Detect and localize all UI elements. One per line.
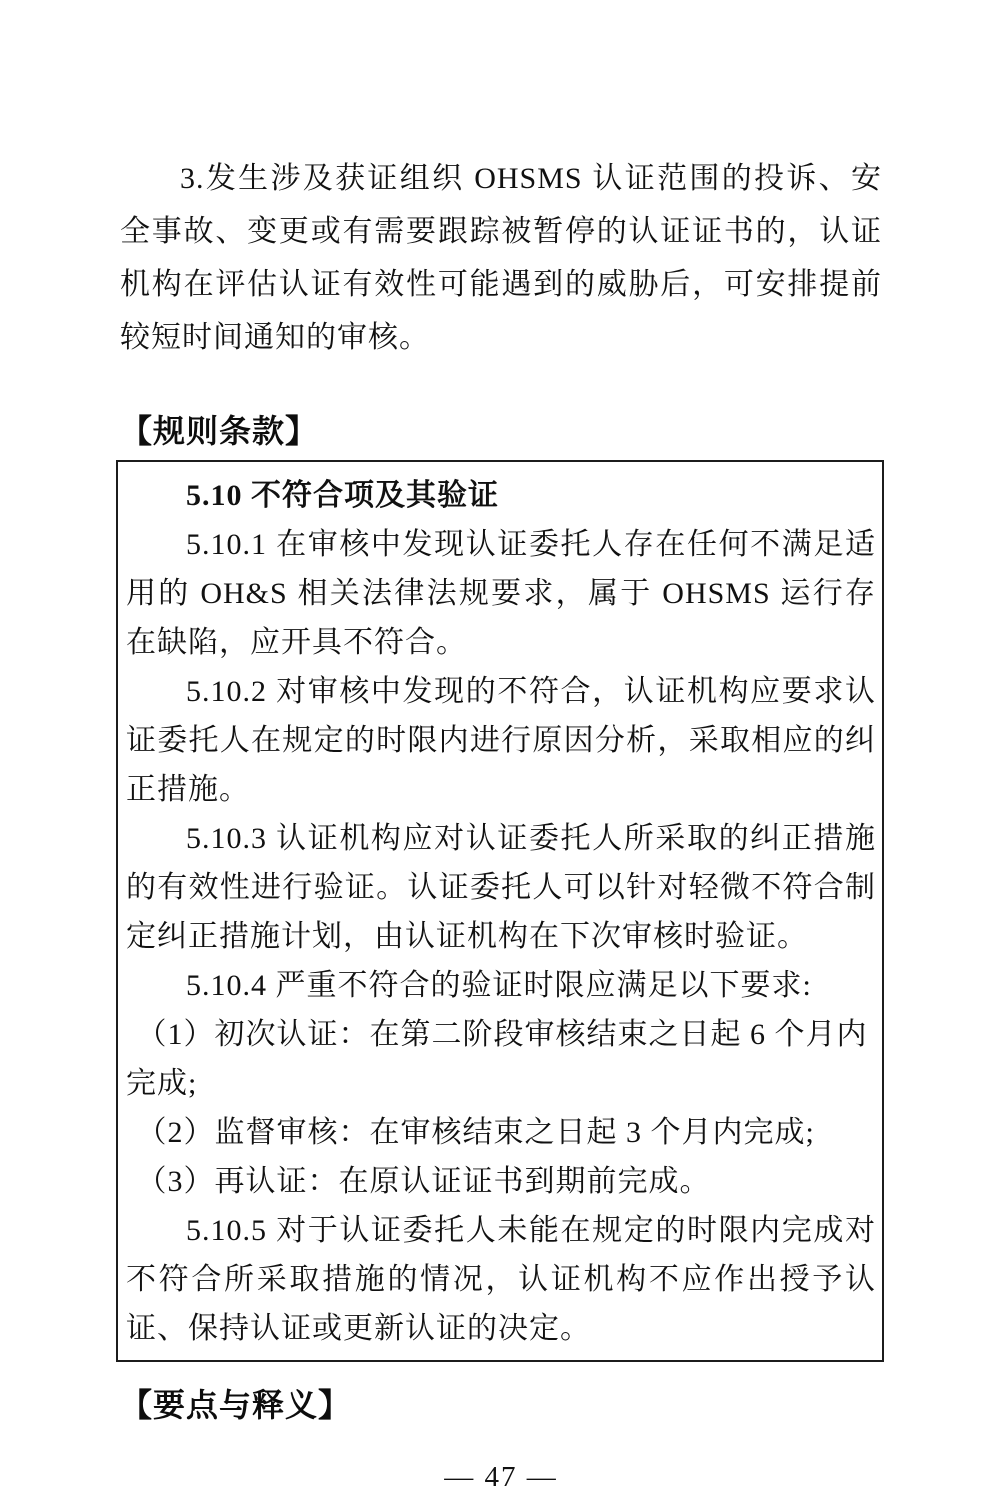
rule-clause-5-10-3: 5.10.3 认证机构应对认证委托人所采取的纠正措施的有效性进行验证。认证委托人可以针对轻微不符合制定纠正措施计划，由认证机构在下次审核时验证。 <box>126 822 876 953</box>
rule-list-item-2: （2）监督审核：在审核结束之日起 3 个月内完成; <box>136 1116 815 1149</box>
rule-clause-5-10-4: 5.10.4 严重不符合的验证时限应满足以下要求: <box>186 969 812 1002</box>
page-number: — 47 — <box>444 1461 558 1493</box>
rules-box-title: 5.10 不符合项及其验证 <box>186 479 499 512</box>
rules-box <box>116 460 884 1362</box>
rule-clause-5-10-1: 5.10.1 在审核中发现认证委托人存在任何不满足适用的 OH&S 相关法律法规要求，属于 OHSMS 运行存在缺陷，应开具不符合。 <box>126 528 876 659</box>
rule-list-item-3: （3）再认证：在原认证证书到期前完成。 <box>136 1165 711 1198</box>
rule-clause-5-10-2: 5.10.2 对审核中发现的不符合，认证机构应要求认证委托人在规定的时限内进行原因分析，采取相应的纠正措施。 <box>126 675 876 806</box>
rule-list-item-1: （1）初次认证：在第二阶段审核结束之日起 6 个月内完成; <box>126 1018 868 1100</box>
rules-section-heading: 【规则条款】 <box>120 413 319 449</box>
keypoints-section-heading: 【要点与释义】 <box>120 1387 352 1423</box>
rule-clause-5-10-5: 5.10.5 对于认证委托人未能在规定的时限内完成对不符合所采取措施的情况，认证机构不应作出授予认证、保持认证或更新认证的决定。 <box>126 1214 876 1345</box>
intro-paragraph: 3.发生涉及获证组织 OHSMS 认证范围的投诉、安全事故、变更或有需要跟踪被暂停的认证证书的，认证机构在评估认证有效性可能遇到的威胁后，可安排提前较短时间通知的审核。 <box>120 162 882 354</box>
